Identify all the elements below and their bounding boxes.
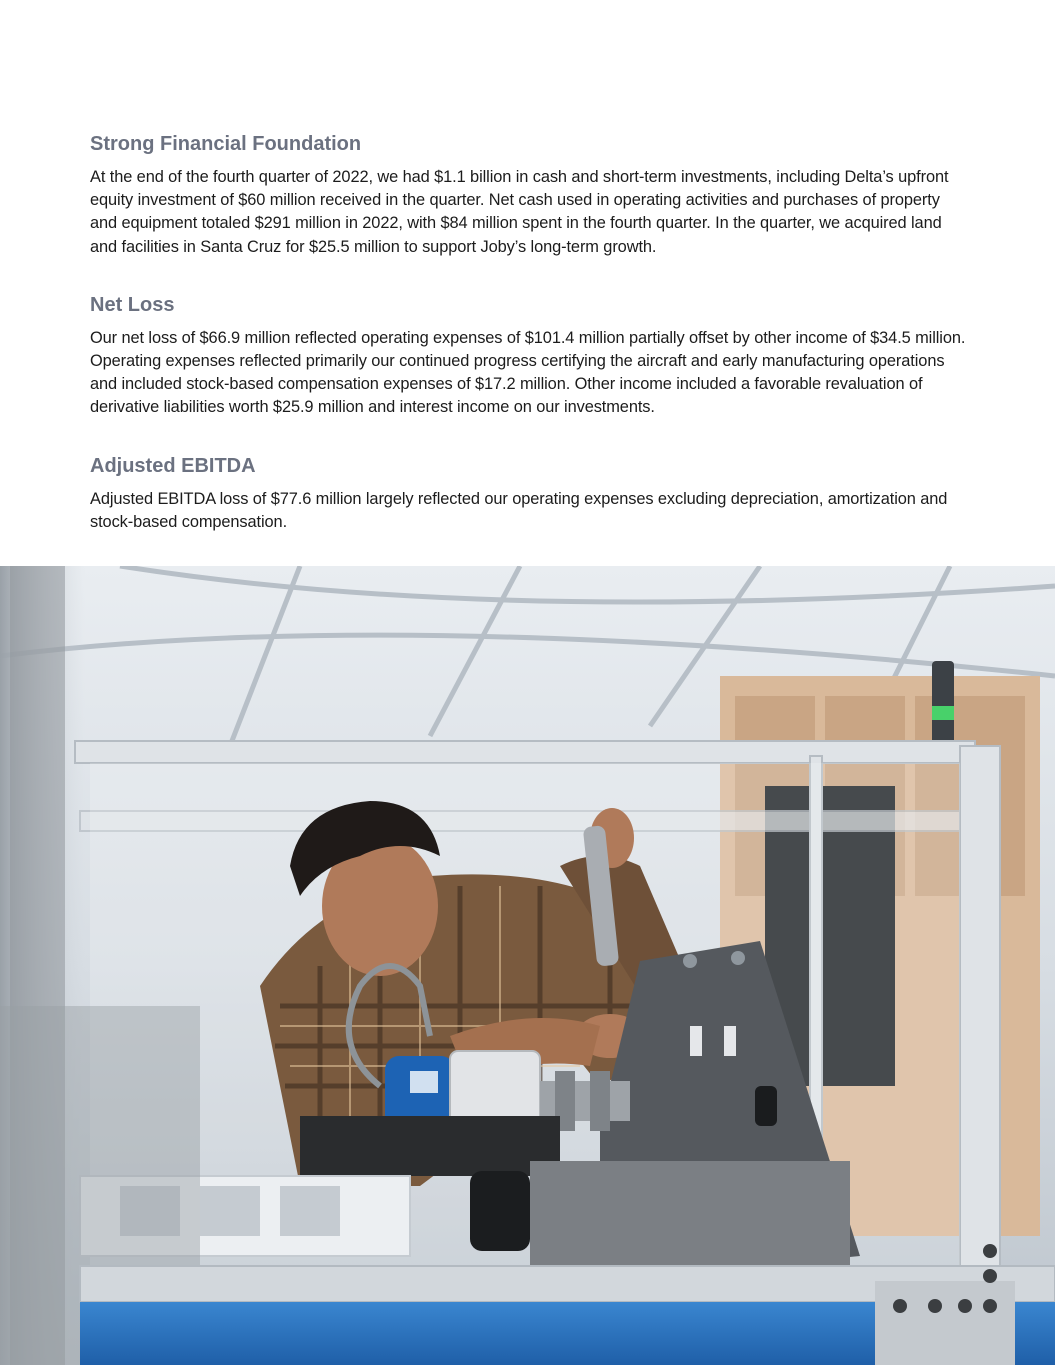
- photo-illustration: [0, 566, 1055, 1365]
- signal-light-green: [932, 706, 954, 720]
- section-strong-financial-foundation: [90, 131, 970, 259]
- base-block: [530, 1161, 850, 1281]
- black-bracket: [300, 1116, 560, 1176]
- document-content: [90, 131, 970, 534]
- frame-bracket: [875, 1281, 1015, 1365]
- section-paragraph: Adjusted EBITDA loss of $77.6 million largely reflected our operating expenses excluding depreciation, amortization and stock-based compensation.: [90, 489, 948, 531]
- section-heading: Adjusted EBITDA: [90, 454, 256, 477]
- section-heading: Net Loss: [90, 293, 175, 316]
- section-paragraph: Our net loss of $66.9 million reflected operating expenses of $101.4 million partially offset by other income of $34.5 million. Operating expenses reflected primarily our continued progress certifying the aircraft and early manufacturing operations and included stock-based compensation expenses of $17.2 million. Other income included a favorable revaluation of derivative liabilities worth $25.9 million and interest income on our investments.: [90, 328, 966, 417]
- section-heading: Strong Financial Foundation: [90, 133, 362, 155]
- section-net-loss: [90, 292, 970, 420]
- shaft-assembly: [540, 1081, 630, 1121]
- section-adjusted-ebitda: [90, 453, 970, 534]
- workshop-photo: [0, 566, 1055, 1365]
- section-paragraph: At the end of the fourth quarter of 2022, we had $1.1 billion in cash and short-term investments, including Delta’s upfront equity investment of $60 million received in the quarter. Net cash used in operating activities and purchases of property and equipment totaled $291 million in 2022, with $84 million spent in the fourth quarter. In the quarter, we acquired land and facilities in Santa Cruz for $25.5 million to support Joby’s long-term growth.: [90, 168, 949, 256]
